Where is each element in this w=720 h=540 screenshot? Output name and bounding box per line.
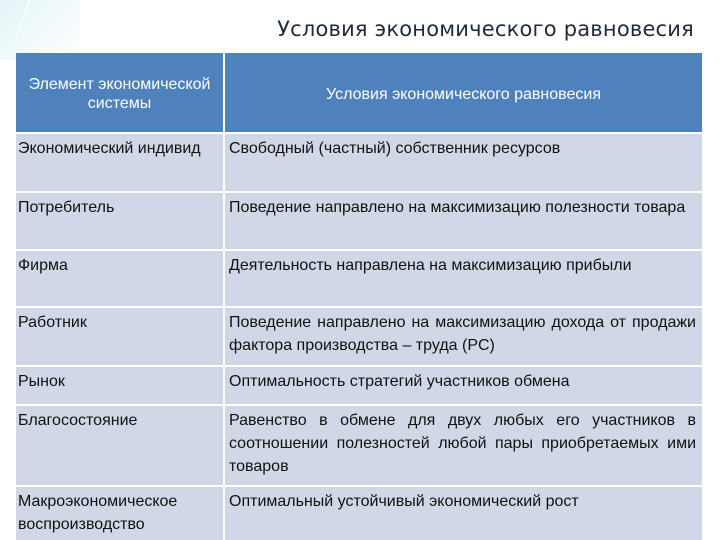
element-cell: Работник [16,307,224,366]
table-row [16,366,702,405]
equilibrium-table [16,53,702,540]
element-cell: Макроэкономическое воспроизводство [16,486,224,540]
table-row [16,405,702,486]
page-title: Условия экономического равновесия [277,17,694,41]
condition-cell: Оптимальность стратегий участников обмена [224,366,702,405]
table-header-row [16,53,702,133]
equilibrium-table-container [16,53,702,540]
condition-cell: Деятельность направлена на максимизацию прибыли [224,250,702,307]
condition-cell: Равенство в обмене для двух любых его участников в соотношении полезностей любой пары приобретаемых ими товаров [224,405,702,486]
element-cell: Фирма [16,250,224,307]
element-cell: Благосостояние [16,405,224,486]
condition-cell: Оптимальный устойчивый экономический рост [224,486,702,540]
condition-cell: Поведение направлено на максимизацию полезности товара [224,192,702,250]
element-cell: Рынок [16,366,224,405]
table-row [16,133,702,192]
condition-cell: Свободный (частный) собственник ресурсов [224,133,702,192]
table-row [16,250,702,307]
header-conditions: Условия экономического равновесия [224,53,702,133]
element-cell: Потребитель [16,192,224,250]
element-cell: Экономический индивид [16,133,224,192]
table-row [16,486,702,540]
header-element: Элемент экономической системы [16,53,224,133]
table-row [16,192,702,250]
table-row [16,307,702,366]
condition-cell: Поведение направлено на максимизацию дохода от продажи фактора производства – труда (PC) [224,307,702,366]
